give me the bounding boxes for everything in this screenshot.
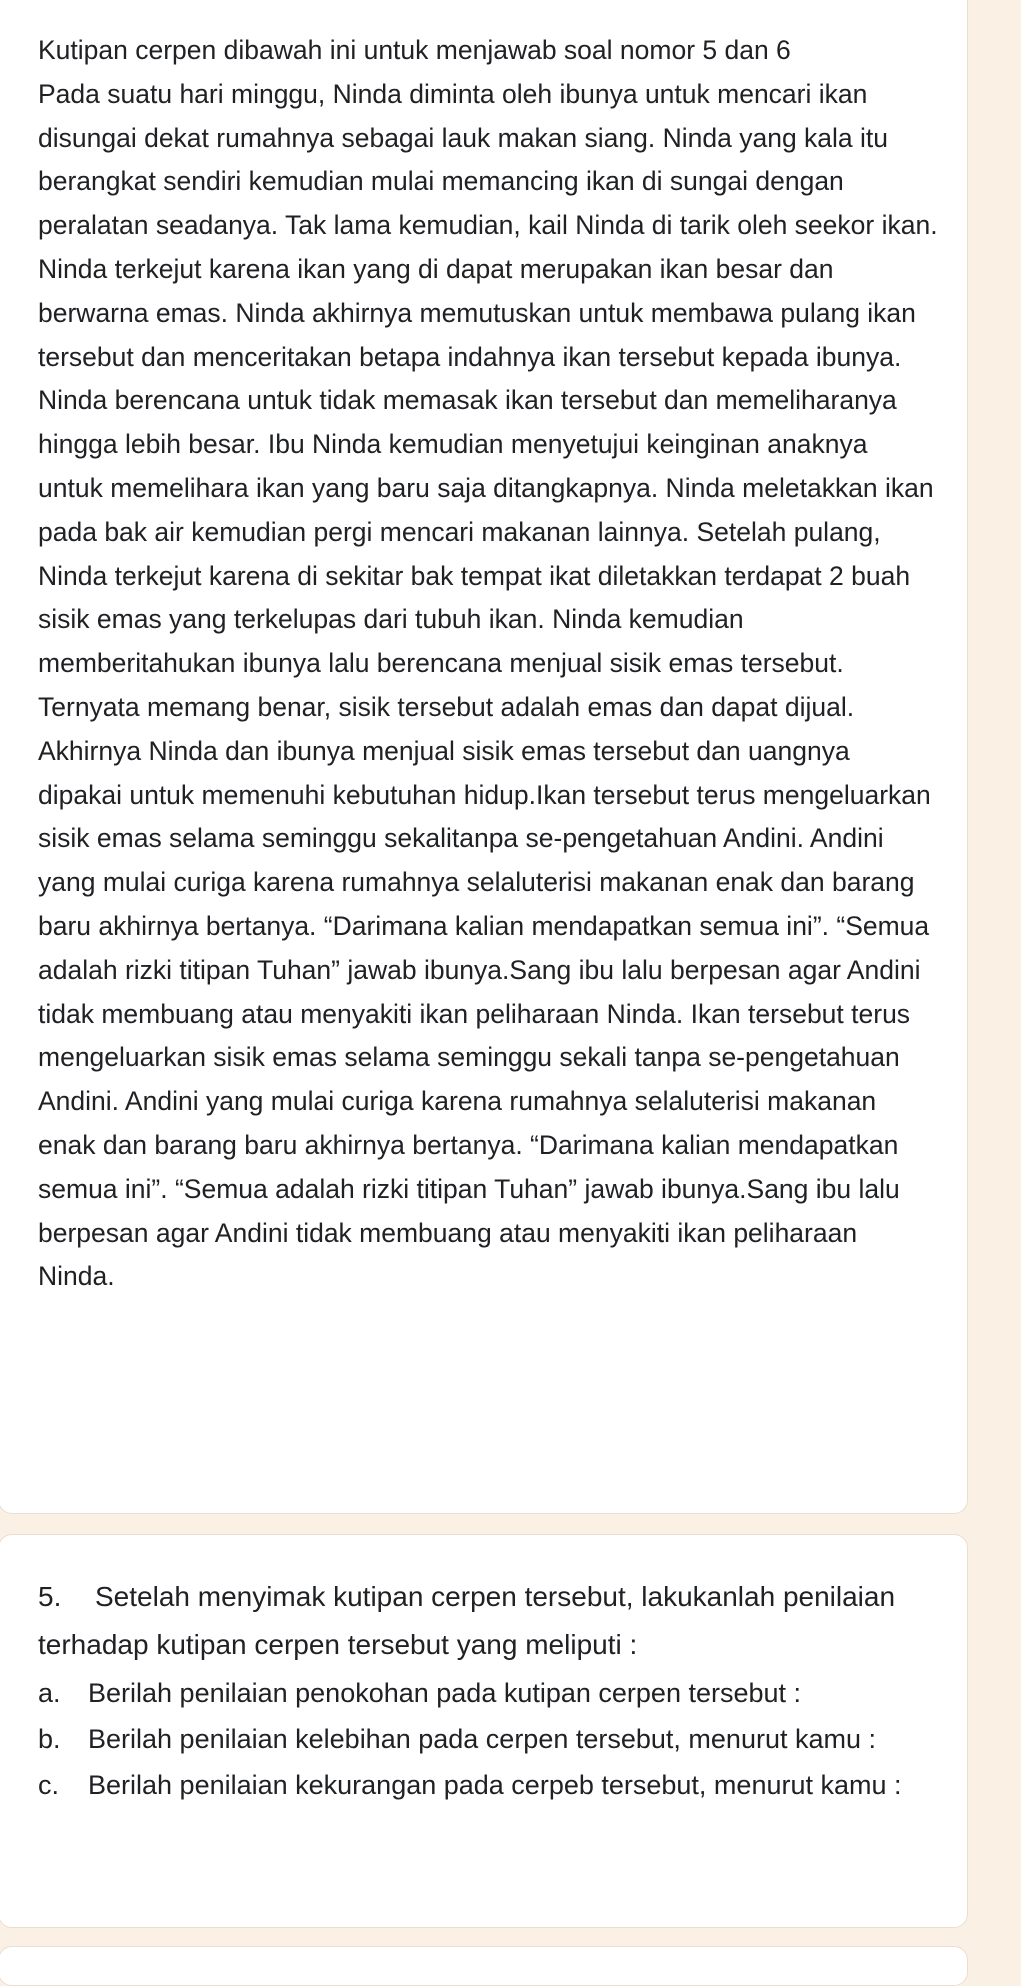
question-prompt (38, 1573, 938, 1669)
item-letter: a. (38, 1678, 61, 1708)
next-card (0, 1946, 968, 1986)
question-5 (38, 1573, 938, 1807)
question-item-a (38, 1671, 938, 1715)
question-text: Setelah menyimak kutipan cerpen tersebut, lakukanlah penilaian terhadap kutipan cerpen tersebut yang meliputi : (38, 1581, 896, 1660)
story-passage (38, 29, 938, 1299)
passage-heading: Kutipan cerpen dibawah ini untuk menjawab soal nomor 5 dan 6 (38, 35, 791, 65)
passage-body: Pada suatu hari minggu, Ninda diminta oleh ibunya untuk mencari ikan disungai dekat rumahnya sebagai lauk makan siang. Ninda yang kala itu berangkat sendiri kemudian mulai memancing ikan di sungai dengan peralatan seadanya. Tak lama kemudian, kail Ninda di tarik oleh seekor ikan. Ninda terkejut karena ikan yang di dapat merupakan ikan besar dan berwarna emas. Ninda akhirnya memutuskan untuk membawa pulang ikan tersebut dan menceritakan betapa indahnya ikan tersebut kepada ibunya. Ninda berencana untuk tidak memasak ikan tersebut dan memeliharanya hingga lebih besar. Ibu Ninda kemudian menyetujui keinginan anaknya untuk memelihara ikan yang baru saja ditangkapnya. Ninda meletakkan ikan pada bak air kemudian pergi mencari makanan lainnya. Setelah pulang, Ninda terkejut karena di sekitar bak tempat ikat diletakkan terdapat 2 buah sisik emas yang terkelupas dari tubuh ikan. Ninda kemudian memberitahukan ibunya lalu berencana menjual sisik emas tersebut. Ternyata memang benar, sisik tersebut adalah emas dan dapat dijual. Akhirnya Ninda dan ibunya menjual sisik emas tersebut dan uangnya dipakai untuk memenuhi kebutuhan hidup.Ikan tersebut terus mengeluarkan sisik emas selama seminggu sekalitanpa se-pengetahuan Andini. Andini yang mulai curiga karena rumahnya selaluterisi makanan enak dan barang baru akhirnya bertanya. “Darimana kalian mendapatkan semua ini”. “Semua adalah rizki titipan Tuhan” jawab ibunya.Sang ibu lalu berpesan agar Andini tidak membuang atau menyakiti ikan peliharaan Ninda. Ikan tersebut terus mengeluarkan sisik emas selama seminggu sekali tanpa se-pengetahuan Andini. Andini yang mulai curiga karena rumahnya selaluterisi makanan enak dan barang baru akhirnya bertanya. “Darimana kalian mendapatkan semua ini”. “Semua adalah rizki titipan Tuhan” jawab ibunya.Sang ibu lalu berpesan agar Andini tidak membuang atau menyakiti ikan peliharaan Ninda. (38, 78, 938, 1292)
item-text: Berilah penilaian kekurangan pada cerpeb tersebut, menurut kamu : (88, 1770, 902, 1800)
question-item-c (38, 1763, 938, 1807)
item-text: Berilah penilaian kelebihan pada cerpen tersebut, menurut kamu : (88, 1724, 876, 1754)
item-text: Berilah penilaian penokohan pada kutipan cerpen tersebut : (88, 1678, 802, 1708)
item-letter: b. (38, 1724, 61, 1754)
item-letter: c. (38, 1770, 60, 1800)
question-item-b (38, 1717, 938, 1761)
question-number: 5. (38, 1581, 62, 1612)
